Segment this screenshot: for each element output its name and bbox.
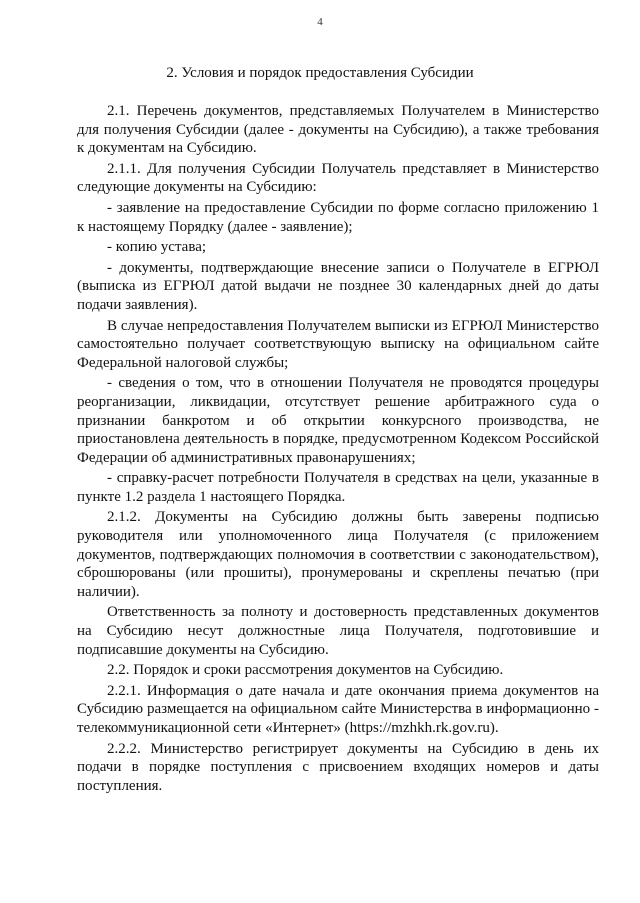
paragraph-2-1: 2.1. Перечень документов, представляемых Получателем в Министерство для получения Субсидии (далее - документы на Субсидию), а также требования к документам на Субсидию. (77, 103, 599, 157)
paragraph-2-2-1: 2.2.1. Информация о дате начала и дате окончания приема документов на Субсидию размещается на официальном сайте Министерства в информационно - телекоммуникационной сети «Интернет» (https://mzhkh.rk.gov.ru). (77, 682, 599, 736)
document-body (77, 102, 599, 795)
paragraph-egrul-extract: В случае непредоставления Получателем выписки из ЕГРЮЛ Министерство самостоятельно получает соответствующую выписку на официальном сайте Федеральной налоговой службы; (77, 317, 599, 371)
paragraph-2-1-2: 2.1.2. Документы на Субсидию должны быть заверены подписью руководителя или уполномоченного лица Получателя (с приложением документов, подтверждающих полномочия в соответствии с законодательством), сброшюрованы (или прошиты), пронумерованы и скреплены печатью (при наличии). (77, 509, 599, 600)
paragraph-2-2: 2.2. Порядок и сроки рассмотрения документов на Субсидию. (107, 662, 504, 679)
list-item-reorganization-info: - сведения о том, что в отношении Получателя не проводятся процедуры реорганизации, ликвидации, отсутствует решение арбитражного суда о признании банкротом и об открытии конкурсного производства, не приостановлена деятельность в порядке, предусмотренном Кодексом Российской Федерации об административных правонарушениях; (77, 375, 599, 466)
section-title: 2. Условия и порядок предоставления Субсидии (166, 65, 474, 81)
list-item-calculation-certificate: - справку-расчет потребности Получателя в средствах на цели, указанные в пункте 1.2 раздела 1 настоящего Порядка. (77, 470, 599, 505)
paragraph-2-1-1: 2.1.1. Для получения Субсидии Получатель представляет в Министерство следующие документы на Субсидию: (77, 160, 599, 196)
list-item-application: - заявление на предоставление Субсидии по форме согласно приложению 1 к настоящему Порядку (далее - заявление); (77, 199, 599, 235)
paragraph-responsibility: Ответственность за полноту и достоверность представленных документов на Субсидию несут должностные лица Получателя, подготовившие и подписавшие документы на Субсидию. (77, 604, 599, 658)
list-item-charter-copy: - копию устава; (107, 239, 207, 256)
list-item-egrul-documents: - документы, подтверждающие внесение записи о Получателе в ЕГРЮЛ (выписка из ЕГРЮЛ датой выдачи не позднее 30 календарных дней до даты подачи заявления). (77, 259, 599, 313)
page-number: 4 (317, 16, 323, 28)
paragraph-2-2-2: 2.2.2. Министерство регистрирует документы на Субсидию в день их подачи в порядке поступления с присвоением входящих номеров и даты поступления. (77, 740, 599, 794)
